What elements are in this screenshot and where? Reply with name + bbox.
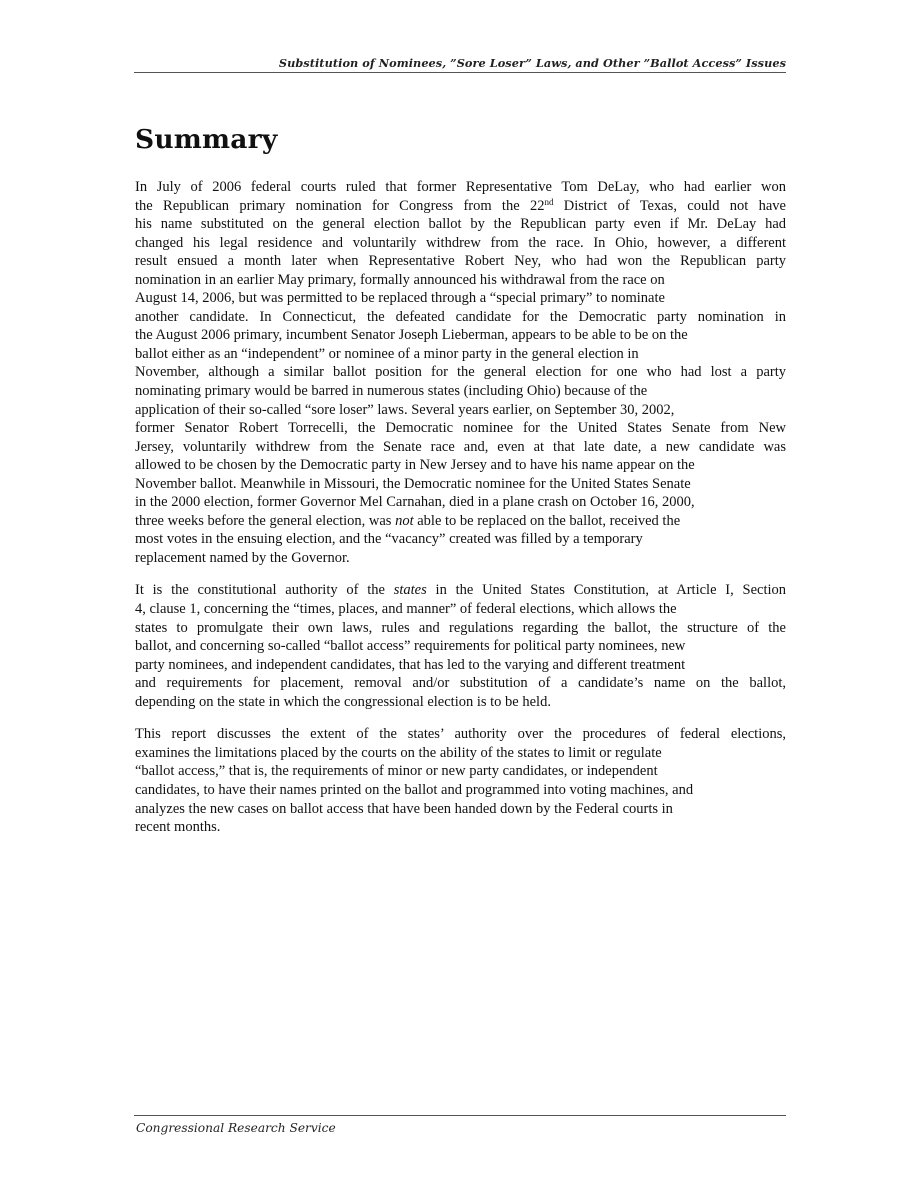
text-line: nominating primary would be barred in numerous states (including Ohio) because of the [135,383,648,400]
text-line: states to promulgate their own laws, rules and regulations regarding the ballot, the structure of the [135,619,786,636]
emphasis: not [395,512,414,529]
text-fragment: able to be replaced on the ballot, received the [413,512,681,529]
text-line: and requirements for placement, removal and/or substitution of a candidate’s name on the ballot, [135,675,786,692]
text-line: nomination in an earlier May primary, formally announced his withdrawal from the race on [135,271,665,288]
summary-paragraph-3 [135,725,786,836]
text-line: Jersey, voluntarily withdrew from the Senate race and, even at that late date, a new candidate was [135,438,786,455]
text-line: in the 2000 election, former Governor Mel Carnahan, died in a plane crash on October 16, 2000, [135,494,695,511]
ordinal-suffix: nd [544,196,554,207]
text-line: most votes in the ensuing election, and the “vacancy” created was filled by a temporary [135,531,643,548]
text-line: changed his legal residence and voluntarily withdrew from the race. In Ohio, however, a different [135,234,786,251]
text-line: allowed to be chosen by the Democratic party in New Jersey and to have his name appear on the [135,457,695,474]
text-line: “ballot access,” that is, the requirements of minor or new party candidates, or independent [135,763,658,780]
text-line: November ballot. Meanwhile in Missouri, the Democratic nominee for the United States Senate [135,475,691,492]
footer-rule [134,1115,786,1116]
text-line: ballot either as an “independent” or nominee of a minor party in the general election in [135,345,639,362]
text-fragment: in the United States Constitution, at Article I, Section [426,582,787,599]
text-line: former Senator Robert Torrecelli, the Democratic nominee for the United States Senate from New [135,420,786,437]
emphasis: states [393,582,427,599]
text-line [135,197,786,216]
text-line: ballot, and concerning so-called “ballot access” requirements for political party nominees, new [135,638,686,655]
text-fragment: the Republican primary nomination for Congress from the 22 [135,197,545,214]
text-line: candidates, to have their names printed on the ballot and programmed into voting machines, and [135,781,694,798]
text-line: application of their so-called “sore loser” laws. Several years earlier, on September 30, 2002, [135,401,675,418]
text-line: the August 2006 primary, incumbent Senator Joseph Lieberman, appears to be able to be on the [135,327,688,344]
header-rule [134,72,786,73]
text-line: party nominees, and independent candidates, that has led to the varying and different treatment [135,656,686,673]
text-line [135,512,786,531]
text-line: In July of 2006 federal courts ruled that former Representative Tom DeLay, who had earlier won [135,179,786,195]
text-line: another candidate. In Connecticut, the defeated candidate for the Democratic party nomination in [135,308,786,325]
text-line: his name substituted on the general election ballot by the Republican party even if Mr. DeLay had [135,216,786,233]
text-line: result ensued a month later when Representative Robert Ney, who had won the Republican party [135,253,786,270]
text-line: August 14, 2006, but was permitted to be replaced through a “special primary” to nominate [135,290,665,307]
summary-paragraph-2 [135,581,786,711]
text-fragment: It is the constitutional authority of the [135,582,394,599]
text-line: depending on the state in which the congressional election is to be held. [135,693,551,710]
text-line [135,581,786,600]
text-line: recent months. [135,819,221,836]
text-line: analyzes the new cases on ballot access that have been handed down by the Federal courts in [135,800,673,817]
running-header: Substitution of Nominees, ”Sore Loser” Laws, and Other ”Ballot Access” Issues [278,56,786,70]
section-title: Summary [135,124,278,155]
summary-body [135,178,786,851]
summary-paragraph-1 [135,178,786,567]
text-line: This report discusses the extent of the states’ authority over the procedures of federal elections, [135,726,786,743]
text-fragment: District of Texas, could not have [553,197,786,214]
text-line: examines the limitations placed by the courts on the ability of the states to limit or regulate [135,744,662,761]
text-line: replacement named by the Governor. [135,549,350,566]
text-fragment: three weeks before the general election, was [135,512,396,529]
text-line: November, although a similar ballot position for the general election for one who had lost a party [135,364,786,381]
footer-publisher: Congressional Research Service [136,1121,336,1135]
text-line: 4, clause 1, concerning the “times, places, and manner” of federal elections, which allows the [135,601,677,618]
